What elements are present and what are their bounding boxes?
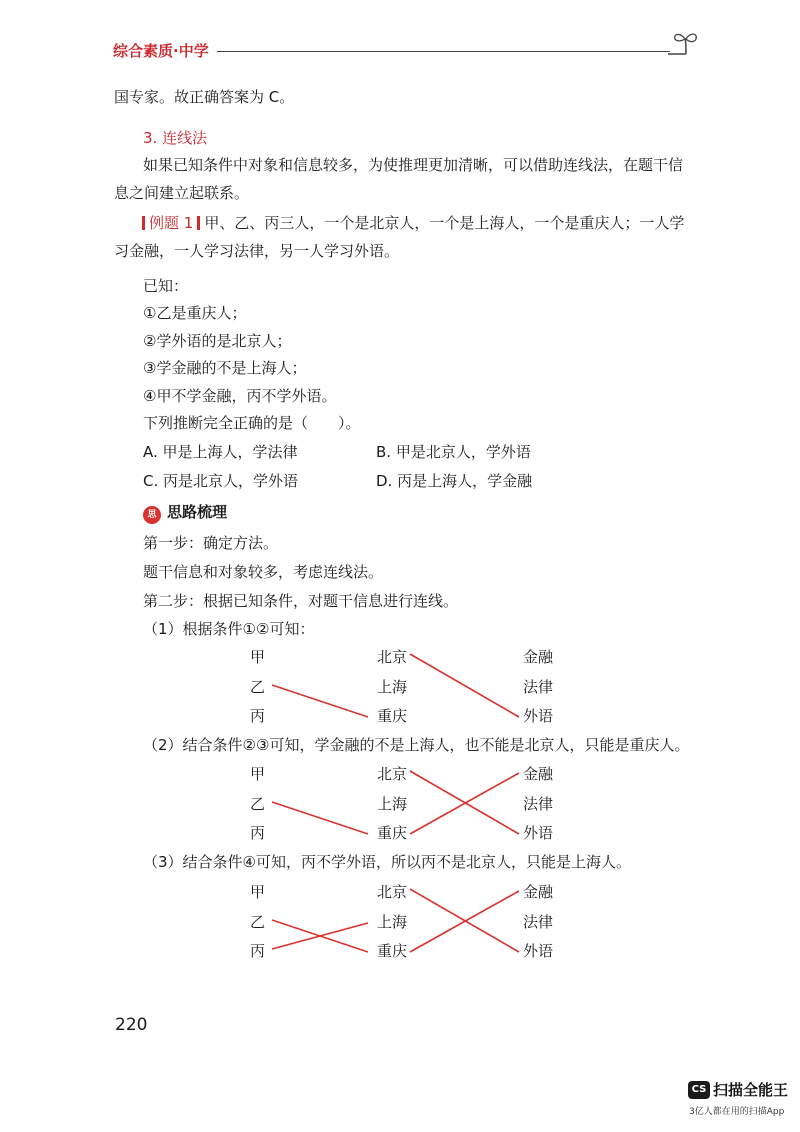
- example-text-1: 甲、乙、丙三人，一个是北京人，一个是上海人，一个是重庆人；一人学: [204, 214, 685, 232]
- city-label: 上海: [377, 913, 408, 931]
- scanner-app-name: 扫描全能王: [713, 1081, 789, 1099]
- link-line-3-北京-外语: [410, 889, 519, 952]
- scanner-tagline: 3亿人都在用的扫描App: [689, 1107, 785, 1117]
- condition-4: ④甲不学金融，丙不学外语。: [143, 387, 337, 405]
- link-line-2-乙-重庆: [272, 802, 368, 834]
- subject-label: 金融: [523, 883, 554, 901]
- analysis-title: 思路梳理: [167, 503, 228, 521]
- condition-2: ②学外语的是北京人；: [143, 332, 292, 350]
- tag-bar-right: [197, 216, 200, 230]
- subject-label: 金融: [523, 648, 554, 666]
- city-label: 北京: [377, 765, 408, 783]
- header-title: 综合素质·中学: [113, 42, 209, 60]
- person-label: 乙: [250, 678, 266, 696]
- subject-label: 外语: [523, 824, 554, 842]
- person-label: 甲: [250, 765, 266, 783]
- subject-label: 法律: [523, 795, 554, 813]
- city-label: 重庆: [377, 707, 408, 725]
- city-label: 北京: [377, 883, 408, 901]
- person-label: 丙: [250, 707, 266, 725]
- example-line-1: [138, 213, 684, 233]
- analysis-heading: [143, 502, 227, 524]
- condition-1: ①乙是重庆人；: [143, 304, 247, 322]
- condition-3: ③学金融的不是上海人；: [143, 359, 307, 377]
- link-line-1-北京-外语: [410, 654, 519, 717]
- subject-label: 外语: [523, 707, 554, 725]
- page-number: 220: [115, 1015, 148, 1035]
- link-line-2-北京-外语: [410, 771, 519, 834]
- city-label: 重庆: [377, 942, 408, 960]
- subject-label: 法律: [523, 913, 554, 931]
- person-label: 丙: [250, 942, 266, 960]
- header-rule: [217, 51, 670, 52]
- think-badge-icon: 思: [143, 506, 161, 524]
- city-label: 重庆: [377, 824, 408, 842]
- link-line-2-重庆-金融: [410, 773, 519, 834]
- option-a: A. 甲是上海人，学法律: [143, 443, 298, 461]
- person-label: 乙: [250, 795, 266, 813]
- subject-label: 外语: [523, 942, 554, 960]
- sprout-icon: [666, 30, 700, 56]
- link-line-3-重庆-金融: [410, 891, 519, 952]
- known-label: 已知：: [143, 277, 189, 295]
- person-label: 乙: [250, 913, 266, 931]
- city-label: 北京: [377, 648, 408, 666]
- sub-step-3: （3）结合条件④可知，丙不学外语，所以丙不是北京人，只能是上海人。: [143, 853, 631, 871]
- tag-bar-left: [142, 216, 145, 230]
- link-line-3-乙-重庆: [272, 920, 368, 952]
- step-2: 第二步：根据已知条件，对题干信息进行连线。: [143, 592, 459, 610]
- step-1-detail: 题干信息和对象较多，考虑连线法。: [143, 563, 384, 581]
- example-tag: 例题 1: [149, 214, 194, 232]
- sub-step-1: （1）根据条件①②可知：: [143, 620, 315, 638]
- option-b: B. 甲是北京人，学外语: [376, 443, 531, 461]
- scanner-logo-icon: CS: [688, 1081, 710, 1099]
- person-label: 甲: [250, 648, 266, 666]
- option-d: D. 丙是上海人，学金融: [376, 472, 533, 490]
- step-1: 第一步：确定方法。: [143, 534, 279, 552]
- person-label: 甲: [250, 883, 266, 901]
- link-line-1-乙-重庆: [272, 685, 368, 717]
- city-label: 上海: [377, 795, 408, 813]
- city-label: 上海: [377, 678, 408, 696]
- subject-label: 金融: [523, 765, 554, 783]
- sub-step-2: （2）结合条件②③可知，学金融的不是上海人，也不能是北京人，只能是重庆人。: [143, 736, 690, 754]
- subject-label: 法律: [523, 678, 554, 696]
- option-c: C. 丙是北京人，学外语: [143, 472, 299, 490]
- section-title: 3. 连线法: [143, 129, 208, 147]
- question-text: 下列推断完全正确的是（ ）。: [143, 414, 361, 432]
- link-line-3-丙-上海: [272, 923, 368, 949]
- person-label: 丙: [250, 824, 266, 842]
- section-paragraph-line-1: 如果已知条件中对象和信息较多，为使推理更加清晰，可以借助连线法，在题干信: [143, 156, 684, 174]
- example-line-2: 习金融，一人学习法律，另一人学习外语。: [114, 242, 400, 260]
- section-paragraph-line-2: 息之间建立起联系。: [114, 184, 250, 202]
- intro-line: 国专家。故正确答案为 C。: [114, 88, 295, 106]
